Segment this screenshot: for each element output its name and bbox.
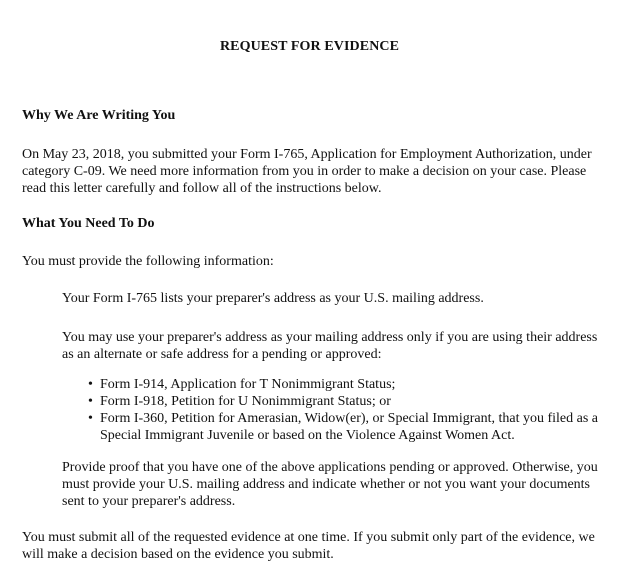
bullet-text: Form I-360, Petition for Amerasian, Widow(er), or Special Immigrant, that you filed as a Special Immigrant Juvenile or based on the Violence Against Women Act. — [100, 411, 599, 443]
section-heading-what: What You Need To Do — [22, 216, 155, 231]
bullet-text: Form I-914, Application for T Nonimmigrant Status; — [100, 377, 396, 392]
closing-paragraph: You must submit all of the requested evidence at one time. If you submit only part of the evidence, we will make a decision based on the evidence you submit. — [22, 530, 595, 562]
point-alternate-address: You may use your preparer's address as your mailing address only if you are using their address as an alternate or safe address for a pending or approved: — [62, 330, 598, 362]
letter-title: REQUEST FOR EVIDENCE — [219, 39, 400, 54]
list-item — [88, 376, 618, 393]
bullet-text: Form I-918, Petition for U Nonimmigrant Status; or — [100, 394, 391, 409]
section-heading-why: Why We Are Writing You — [22, 108, 176, 123]
form-bullet-list — [88, 376, 618, 444]
list-item — [88, 410, 618, 444]
section-intro-what: You must provide the following information: — [22, 254, 274, 269]
section-body-why: On May 23, 2018, you submitted your Form I-765, Application for Employment Authorization, under category C-09. We need more information from you in order to make a decision on your case. Please read this letter carefully and follow all of the instructions below. — [22, 147, 592, 196]
point-preparer-address: Your Form I-765 lists your preparer's address as your U.S. mailing address. — [62, 291, 484, 306]
list-item — [88, 393, 618, 410]
bullet-icon: • — [88, 394, 93, 409]
point-provide-proof: Provide proof that you have one of the above applications pending or approved. Otherwise, you must provide your U.S. mailing address and indicate whether or not you want your documents sent to your preparer's address. — [62, 460, 598, 509]
bullet-icon: • — [88, 411, 93, 426]
bullet-icon: • — [88, 377, 93, 392]
